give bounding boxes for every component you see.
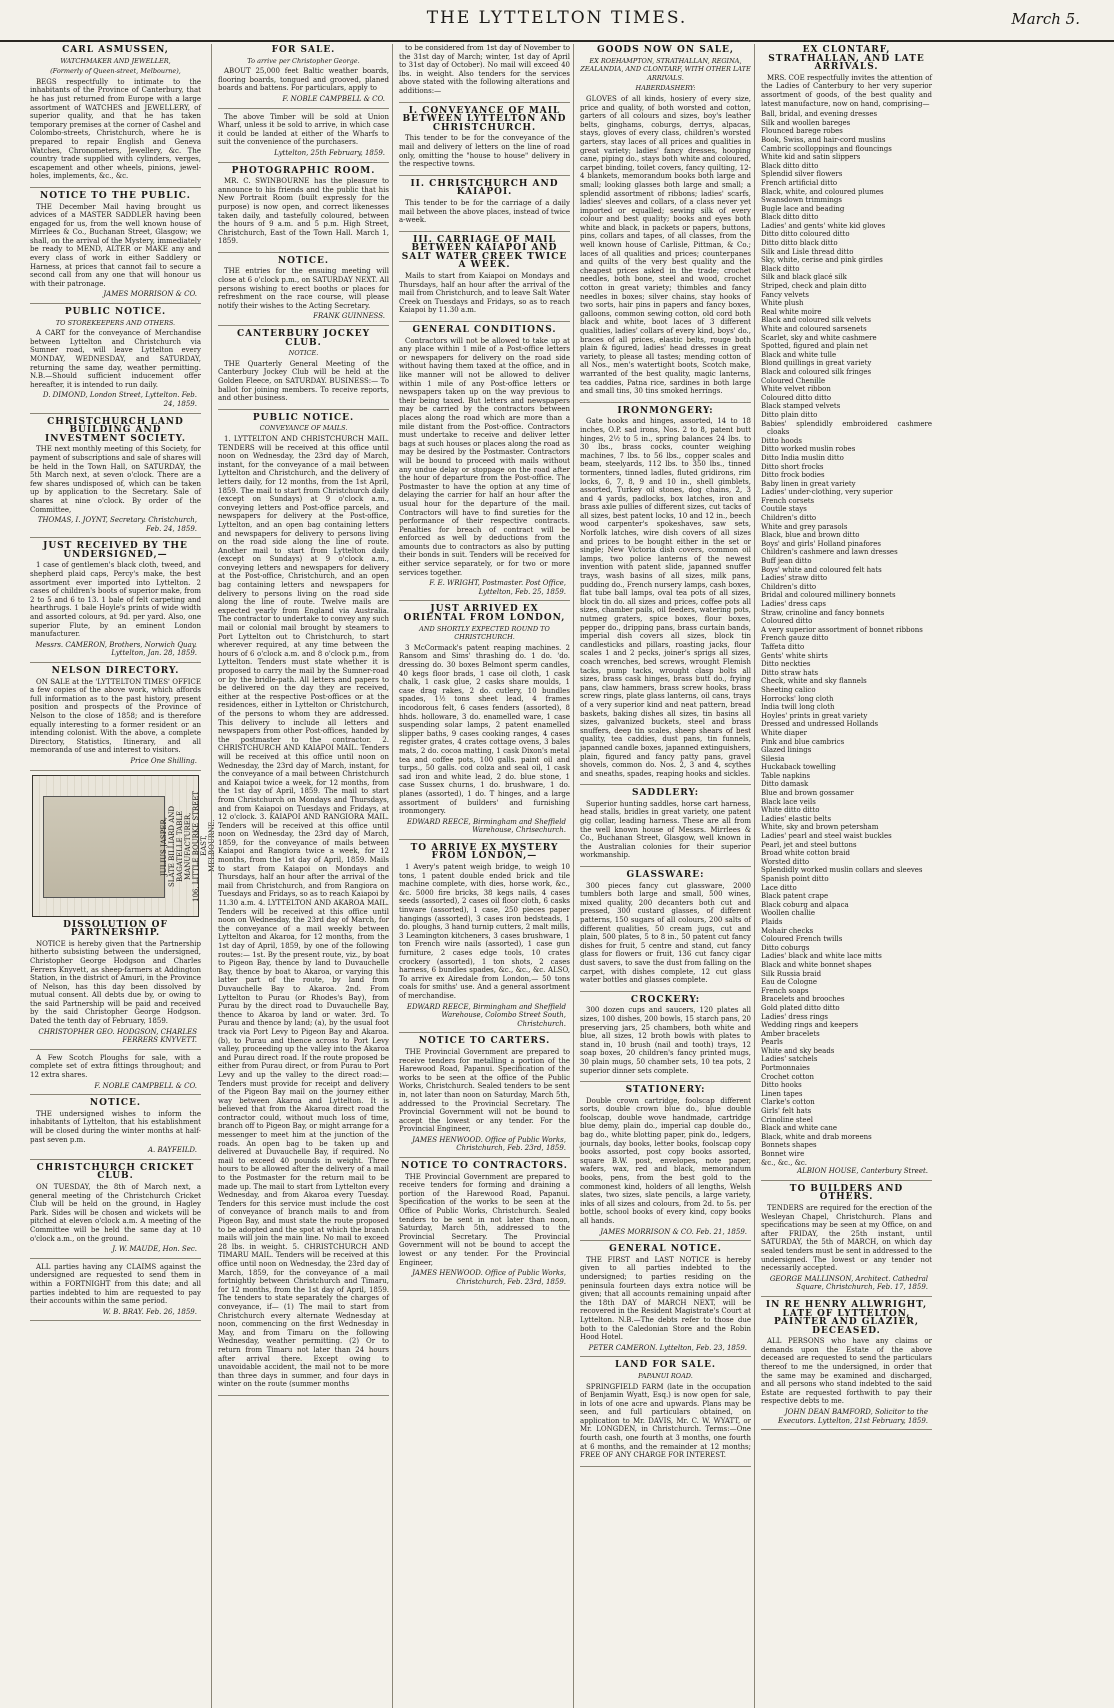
list-item: Broad white cotton braid <box>761 849 850 858</box>
ad-subheading: NOTICE. <box>288 349 319 358</box>
ad-heading: JUST RECEIVED BY THE UNDERSIGNED,— <box>43 541 188 560</box>
list-item: Boys' and girls' Holland pinafores <box>761 539 881 548</box>
list-item: Black patent crape <box>761 892 829 901</box>
list-item: India twill long cloth <box>761 703 835 712</box>
issue-date: March 5. <box>1011 10 1080 28</box>
ad-body: SPRINGFIELD FARM (late in the occupation of Benjamin Wyatt, Esq.) is now open for sale, in lots of one acre and upwards. Plans may be seen, and full particulars obtained, on application to Mr. DAVIS, Mr. C. W. WYATT, or Mr. LONGDEN, in Christchurch. Terms:—One fourth cash, one fourth at 3 months, one fourth at 6 months, and the remainder at 12 months; FREE OF ANY CHARGE FOR INTEREST. <box>580 1382 751 1460</box>
list-item: Ditto ditto coloured ditto <box>761 230 850 239</box>
ad-signature: ALBION HOUSE, Canterbury Street. <box>797 1167 928 1176</box>
list-item: Buff jean ditto <box>761 557 812 566</box>
ad-signature: Lyttelton, 25th February, 1859. <box>274 148 385 157</box>
list-item: Crinoline steel <box>761 1115 813 1124</box>
ad-heading: CHRISTCHURCH CRICKET CLUB. <box>36 1162 195 1182</box>
ad-signature: FRANK GUINNESS. <box>313 312 385 321</box>
advertisement <box>580 1086 751 1241</box>
advertisement <box>761 46 932 1181</box>
list-item: Boys' white and coloured felt hats <box>761 565 882 574</box>
ad-signature: F. E. WRIGHT, Postmaster. Post Office, Lyttelton, Feb. 25, 1859. <box>429 579 566 596</box>
ad-body: A Few Scotch Ploughs for sale, with a complete set of extra fittings throughout; and 12 extra shares. <box>30 1053 201 1080</box>
advertisement <box>30 542 201 663</box>
ad-body: 300 pieces fancy cut glassware, 2000 tumblers both large and small, 500 wines, mixed quality, 200 decanters both cut and pressed, 300 custard glasses, of different patterns, 150 sugars of all colours, 200 salts of different qualities, 50 cream jugs, cut and plain, 500 plates, 5 to 8 in., 50 patent cut fancy dishes for fruit, 5 centre and stand, cut fancy glass for flowers or fruit, 136 cut fancy cigar dust savers, to save the dust from falling on the carpet, with dishes complete, 12 cut glass water bottles and glasses complete. <box>580 881 751 985</box>
list-item: White and sky beads <box>761 1046 835 1055</box>
advertisement <box>30 1099 201 1160</box>
column-5 <box>754 44 932 1708</box>
ad-body: NOTICE is hereby given that the Partnership hitherto subsisting between the undersigned, Christopher George Hodgson and Charles Ferrers Knyvett, as sheep-farmers at Addington Station, in the district of Amuri, in the Province of Nelson, has this day been dissolved by mutual consent. All debts due by, or owing to the said Partnership will be paid and received by the said Christopher George Hodgson. Dated the tenth day of February, 1859. <box>30 939 201 1026</box>
list-item: Wedding rings and keepers <box>761 1021 859 1030</box>
ad-signature: JOHN DEAN BAMFORD, Solicitor to the Executors. Lyttelton, 21st February, 1859. <box>777 1408 928 1425</box>
ad-body: This tender to be for the conveyance of the mail and delivery of letters on the line of road only, omitting the "house to house" delivery in the respective towns. <box>399 134 570 169</box>
ad-subheading: (Formerly of Queen-street, Melbourne), <box>50 67 181 76</box>
ad-signature: EDWARD REECE, Birmingham and Sheffield Warehouse, Colombo Street South, Christchurch. <box>406 1002 566 1028</box>
list-item: Baby linen in great variety <box>761 479 856 488</box>
list-item: Ladies' under-clothing, very superior <box>761 488 893 497</box>
advertisement <box>30 192 201 304</box>
ad-body: THE Provincial Government are prepared to receive tenders for forming and draining a portion of the Harewood Road, Papanui. Specification of the works to be seen at the Office of Public Works, Christchurch. Sealed tenders to be sent in not later than noon, Saturday, March 5th, addressed to the Provincial Secretary. The Provincial Government will not be bound to accept the lowest or any tender. For the Provincial Engineer, <box>399 1172 570 1267</box>
list-item: Horrocks' long cloth <box>761 694 834 703</box>
column-2 <box>211 44 389 1708</box>
list-item: Blond quillings in great variety <box>761 359 872 368</box>
list-item: Lace ditto <box>761 883 797 892</box>
advertisement <box>399 44 570 103</box>
list-item: Ditto hoods <box>761 436 802 445</box>
advertisement <box>218 113 389 163</box>
column-4 <box>573 44 751 1708</box>
list-item: Taffeta ditto <box>761 642 805 651</box>
ad-body: Double crown cartridge, foolscap different sorts, double crown blue do., blue double foolscap, double wove handmade, cartridge blue demy, plain do., imperial cap double do., bag do., white blotting paper, pink do., ledgers, journals, day books, letter books, foolscap copy books assorted, post copy books assorted, square B.W. post, envelopes, note paper, wafers, wax, red and black, memorandum books, pens, from the best gold to the commonest kind, holders of all lengths, Welsh slates, two sizes, slate pencils, a large variety, inks of all sizes and colours, from 2d. to 5s. per bottle, school books of every kind, copy books all hands. <box>580 1096 751 1225</box>
ad-heading: NOTICE TO CARTERS. <box>418 1036 551 1047</box>
list-item: Bonnet wire <box>761 1150 805 1158</box>
ad-body: ALL PERSONS who have any claims or demands upon the Estate of the above deceased are requested to send the particulars thereof to me the undersigned, in order that the same may be examined and discharged, and all persons who stand indebted to the said Estate are requested forthwith to pay their respective debts to me. <box>761 1337 932 1406</box>
advertisement <box>399 180 570 232</box>
ad-body: THE undersigned wishes to inform the inhabitants of Lyttelton, that his establishment will be closed during the winter months at half-past seven p.m. <box>30 1109 201 1144</box>
list-item: Silk and Lisle thread ditto <box>761 247 854 256</box>
ad-heading: III. CARRIAGE OF MAIL BETWEEN KAIAPOI AND SALT WATER CREEK TWICE A WEEK. <box>401 234 568 271</box>
ad-body: 300 dozen cups and saucers, 120 plates all sizes, 100 dishes, 200 bowls, 15 starch pans, 20 preserving jars, 25 chambers, both white and blue, all sizes, 12 broth bowls with plates to stand in, 10 brush (nail and tooth) trays, 12 soap boxes, 20 children's fancy printed mugs, 30 plain mugs, 50 chamber sets, 10 tea pots, 2 superior dinner sets complete. <box>580 1006 751 1075</box>
ad-body: THE FIRST and LAST NOTICE is hereby given to all parties indebted to the undersigned; to parties residing on the peninsula fourteen days extra notice will be given; that all accounts remaining unpaid after the 18th DAY of MARCH NEXT, will be recovered in the Resident Magistrate's Court at Lyttelton. N.B.—The debts refer to those due both to the Caledonian Store and the Robin Hood Hotel. <box>580 1255 751 1342</box>
list-item: Ladies' pearl and steel waist buckles <box>761 832 892 841</box>
advertisement <box>580 407 751 786</box>
list-item: Sky, white, cerise and pink girdles <box>761 256 883 265</box>
advertisement <box>30 1054 201 1095</box>
ad-heading: SADDLERY: <box>631 788 700 799</box>
column-3 <box>392 44 570 1708</box>
list-item: Ditto straw hats <box>761 668 819 677</box>
ad-heading: FOR SALE. <box>271 45 336 55</box>
ad-heading: PUBLIC NOTICE. <box>64 307 167 318</box>
ad-heading: I. CONVEYANCE OF MAIL BETWEEN LYTTELTON AND CHRISTCHURCH. <box>402 105 567 133</box>
list-item: Linen tapes <box>761 1089 803 1098</box>
ad-heading: LAND FOR SALE. <box>614 1360 717 1371</box>
list-item: Flounced barege robes <box>761 127 843 136</box>
list-item: Check, white and sky flannels <box>761 677 867 686</box>
ad-body: to be considered from 1st day of November to the 31st day of March; winter, 1st day of April to 31st day of October). No mail will exceed 40 lbs. in weight. Also tenders for the services above stated with the following alterations and additions:— <box>399 44 570 95</box>
list-item: Cambric scolloppings and flouncings <box>761 144 892 153</box>
list-item: Straw, crinoline and fancy bonnets <box>761 608 885 617</box>
advertisement <box>399 844 570 1033</box>
list-item: White ditto ditto <box>761 806 820 815</box>
advertisement <box>580 1361 751 1467</box>
ad-heading: GENERAL NOTICE. <box>609 1244 722 1255</box>
advertisement <box>399 1162 570 1291</box>
list-item: Spotted, figured and plain net <box>761 342 868 351</box>
list-item: Ladies' dress rings <box>761 1012 828 1021</box>
ad-body: THE Quarterly General Meeting of the Canterbury Jockey Club will be held at the Golden Fleece, on SATURDAY. BUSINESS:— To ballot for joining members. To receive reports, and other business. <box>218 359 389 403</box>
list-item: Splendid silver flowers <box>761 170 843 179</box>
engraving-line: MELBOURNE. <box>208 819 216 872</box>
ad-signature: Messrs. CAMERON, Brothers, Norwich Quay. Lyttelton, Jan. 28, 1859. <box>35 640 197 658</box>
list-item: A very superior assortment of bonnet ribbons <box>761 625 923 634</box>
ad-body: THE next monthly meeting of this Society, for payment of subscriptions and sale of shares will be held in the Town Hall, on SATURDAY, the 5th March next, at seven o'clock. There are a few shares undisposed of, which can be taken up by application to the Secretary. Sale of shares at nine o'clock. By order of the Committee, <box>30 445 201 514</box>
list-item: Huckaback towelling <box>761 763 836 772</box>
ad-body: ON SALE at the 'LYTTELTON TIMES' OFFICE a few copies of the above work, which affords full information as to the past history, present position and prospects of the Province of Nelson to the close of 1858; and is therefore equally interesting to a former resident or an intending colonist. With the above, a complete Directory, Statistics, Itinerary, and all memoranda of use and interest to visitors. <box>30 677 201 755</box>
ad-subheading: PAPANUI ROAD. <box>638 1371 693 1380</box>
advertisement <box>399 1037 570 1158</box>
advertisement <box>30 1164 201 1259</box>
engraving-line: JULIUS JASPER, <box>160 816 168 876</box>
ad-signature: THOMAS, I. JOYNT, Secretary. Christchurch, Feb. 24, 1859. <box>37 516 197 533</box>
list-item: Bridal and coloured millinery bonnets <box>761 591 896 600</box>
list-item: Scarlet, sky and white cashmere <box>761 333 877 342</box>
building-illustration <box>43 796 165 898</box>
advertisement <box>580 1245 751 1357</box>
list-item: Black coburg and alpaca <box>761 900 849 909</box>
ad-body: THE Provincial Government are prepared to receive tenders for metalling a portion of the Harewood Road, Papanui. Specification of the works to be seen at the office of the Public Works, Christchurch. Sealed tenders to be sent in, not later than noon on Saturday, March 5th, addressed to the Provincial Secretary. The Provincial Government will not be bound to accept the lowest or any tender. For the Provincial Engineer, <box>399 1047 570 1134</box>
ad-signature: A. BAYFEILD. <box>147 1146 197 1155</box>
ad-heading: JUST ARRIVED EX ORIENTAL FROM LONDON, <box>403 604 566 624</box>
ad-signature: PETER CAMERON. Lyttelton, Feb. 23, 1859. <box>588 1343 747 1352</box>
ad-body: 1 case of gentlemen's black cloth, tweed, and shepherd plaid caps, Percy's make, the best assortment ever imported into Lyttelton. 2 cases of children's boots of superior make, from 2 to 5 and 6 to 13. 1 bale of felt carpeting and hearthrugs. 1 bale Hoyle's prints of wide width and assorted colours, at 9d. per yard. Also, one superior Flute, by an eminent London manufacturer. <box>30 561 201 639</box>
advertisement <box>218 414 389 1396</box>
list-item: Black stamped velvets <box>761 402 841 411</box>
list-item: Woollen challie <box>761 909 815 918</box>
advertisement <box>30 46 201 188</box>
ad-subheading: WATCHMAKER AND JEWELLER, <box>60 56 171 65</box>
list-item: Hoyles' prints in great variety <box>761 711 868 720</box>
ad-signature: EDWARD REECE, Birmingham and Sheffield Warehouse, Chrisechurch. <box>406 817 566 835</box>
list-item: Blue and brown gossamer <box>761 789 854 798</box>
list-item: Black and coloured silk fringes <box>761 367 872 376</box>
ad-heading: IN RE HENRY ALLWRIGHT, LATE OF LYTTELTON, PAINTER AND GLAZIER, DECEASED. <box>765 1299 928 1336</box>
list-item: Pink and blue cambrics <box>761 737 845 746</box>
list-item: Ditto short frocks <box>761 462 824 471</box>
advertisement <box>218 330 389 410</box>
ad-body: TENDERS are required for the erection of the Wesleyan Chapel, Christchurch. Plans and specifications may be seen at my Office, on and after FRIDAY, the 25th instant, until SATURDAY, the 5th of MARCH, on which day sealed tenders must be sent in addressed to the undersigned. The lowest or any tender not necessarily accepted. <box>761 1203 932 1273</box>
ad-heading: NOTICE. <box>89 1098 142 1109</box>
engraving-caption <box>160 780 216 912</box>
list-item: &c., &c., &c. <box>761 1158 808 1167</box>
list-item: Portmonnaies <box>761 1064 810 1073</box>
ad-subheading: To arrive per Christopher George. <box>247 56 360 65</box>
list-item: Glazed linings <box>761 746 812 755</box>
ad-heading: CHRISTCHURCH LAND BUILDING AND INVESTMENT SOCIETY. <box>44 416 187 444</box>
ad-signature: J. W. MAUDE, Hon. Sec. <box>112 1245 197 1254</box>
advertisement <box>399 326 570 601</box>
list-item: Fancy velvets <box>761 290 810 299</box>
list-item: Black, white, and coloured plumes <box>761 187 884 196</box>
list-item: Ditto coburgs <box>761 943 810 952</box>
list-item: Bracelets and brooches <box>761 995 845 1004</box>
advertisement <box>30 667 201 771</box>
list-item: Ditto neckties <box>761 660 811 669</box>
ad-heading: CROCKERY: <box>630 994 701 1005</box>
columns <box>30 44 1108 1708</box>
list-item: Black, blue and brown ditto <box>761 531 860 540</box>
list-item: Black ditto ditto <box>761 213 819 222</box>
list-item: French artificial ditto <box>761 178 838 187</box>
ad-signature: CHRISTOPHER GEO. HODGSON, CHARLES FERRERS KNYVETT. <box>38 1027 197 1045</box>
ad-heading: STATIONERY: <box>625 1085 706 1096</box>
engraving-line: 106, LITTLE BOURKE STREET EAST, <box>192 790 208 902</box>
ad-heading: IRONMONGERY: <box>617 405 714 416</box>
ad-body: 3 McCormack's patent reaping machines. 2 Ransom and Sims' thrashing do. 1 do. 'do. dressing do. 30 boxes Belmont sperm candles, 40 kegs floor brads, 1 case oil cloth, 1 cask chalk, 1 cask glue, 2 casks share moulds, 1 case drag rakes, 2 do. cutlery, 10 bundles spades, 1½ tons sheet lead, 4 frames incodorous felt, 6 cases fenders (assorted), 8 hhds. holloware, 3 do. enamelled ware, 1 case suspending solar lamps, 2 patent enamelled slipper baths, 9 cases cooking ranges, 4 cases register grates, 4 crates cottage ovens, 3 bales mats, 2 do. cocoa matting, 1 cask Dixon's metal tea and coffee pots, 100 galls. paint oil and turps., 50 galls. cod colza and seal oil, 1 cask sad iron and white lead, 2 do. blue stone, 1 case Sussex churns, 1 do. brushware, 1 do. planes (assorted), 1 do. T hinges, and a large assortment of builders' and furnishing ironmongery. <box>399 643 570 816</box>
ad-body: MR. C. SWINBOURNE has the pleasure to announce to his friends and the public that his New Portrait Room (built expressly for the purpose) is now open, and correct likenesses taken daily, and tastefully coloured, between the hours of 9 a.m. and 5 p.m. High Street, Christchurch, East of the Town Hall. March 1, 1859. <box>218 177 389 246</box>
list-item: Black and white bonnet shapes <box>761 960 872 969</box>
billiard-engraving <box>32 775 216 917</box>
list-item: French gauze ditto <box>761 634 829 643</box>
ad-heading: NOTICE. <box>277 255 330 266</box>
list-item: Children's ditto <box>761 582 817 591</box>
ad-body: Mails to start from Kaiapoi on Mondays and Thursdays, half an hour after the arrival of the mail from Christchurch, and to leave Salt Water Creek on Tuesdays and Fridays, so as to reach Kaiapoi by 11.30 a.m. <box>399 272 570 315</box>
list-item: Children's ditto <box>761 514 817 523</box>
ad-body: This tender to be for the carriage of a daily mail between the above places, instead of twice a-week. <box>399 198 570 225</box>
advertisement <box>30 308 201 414</box>
ad-subheading: CONVEYANCE OF MAILS. <box>259 424 348 433</box>
ad-body: The above Timber will be sold at Union Wharf, unless it be sold to arrive, in which case it could be landed at either of the Wharfs to suit the convenience of the purchasers. <box>218 112 389 147</box>
list-item: Coutile stays <box>761 505 807 514</box>
ad-signature: JAMES MORRISON & CO. Feb. 21, 1859. <box>600 1227 747 1236</box>
list-item: White plush <box>761 299 804 308</box>
list-item: Black and white cane <box>761 1124 837 1133</box>
ad-body: GLOVES of all kinds, hosiery of every size, price and quality, of both worsted and cotton, garters of all colours and sizes, boy's leather belts, ginghams, coburgs, derrys, alpacas, stays, gloves of every class, children's worsted garters, stay laces of all prices and qualities in great variety; ladies' fancy dresses, hooping cane, piping do., stays both white and coloured, carpet binding, toilet covers, fancy quilting, 12-4 blankets, memorandum books both large and small; looking glasses both large and small; a splendid assortment of ribbons; ladies' scarfs, ladies' sleeves and collars, of a class never yet imported or equalled; sewing silk of every colour and best quality; books and eyes both white and black, in packets or papers, buttons, pins, collars and tapes, of all classes, from the well known house of Carlisle, Pittman, & Co.; laces of all qualities and prices; counterpanes and quilts of the very best quality and the cheapest prices asked in the trade; crochet needles, both bone, steel and wood, crochet cotton in great variety; thimbles and fancy needles in boxes; silver chains, stay hooks of two sorts, hair pins in papers and fancy boxes, galloons, common sewing cotton, old cord both black and white, boot laces of 3 different qualities, ladies' collars of every kind, boys' do., braces of all prices, elastic belts, rouge both plain & figured, ladies' head dresses in great variety, to please all tastes; mending cotton of all Nos., men's watertight boots, Scotch make, warranted of the best quality, magic lanterns, tea caddies, Patna rice, sardines in both large and small tins, 30 tins smoked herrings. <box>580 94 751 396</box>
advertisement <box>580 46 751 403</box>
list-item: White and coloured sarsenets <box>761 325 867 333</box>
ad-body: ABOUT 25,000 feet Baltic weather boards, flooring boards, tongued and grooved, planed boards and battens. For particulars, apply to <box>218 67 389 93</box>
list-item: Bugle lace and beading <box>761 204 845 213</box>
ad-body: ALL parties having any CLAIMS against the undersigned are requested to send them in within a FORTNIGHT from this date; and all parties indebted to him are requested to pay their accounts within the same period. <box>30 1262 201 1306</box>
list-item: Table napkins <box>761 771 811 780</box>
list-item: Pearl, jet and steel buttons <box>761 840 857 849</box>
ad-heading: NELSON DIRECTORY. <box>51 666 180 676</box>
advertisement <box>580 871 751 992</box>
ad-body: BEGS respectfully to intimate to the inhabitants of the Province of Canterbury, that he has just returned from Europe with a large assortment of WATCHES and JEWELLERY, of superior quality, and that he has taken temporary premises at the corner of Cashel and Colombo-streets, Christchurch, where he is prepared to repair English and Geneva Watches, Chronometers, Jewellery, &c. The country trade supplied with cylinders, verges, escapement and other wheels, pinions, jewel-holes, implements, &c., &c. <box>30 77 201 181</box>
ad-body: ON TUESDAY, the 8th of March next, a general meeting of the Christchurch Cricket Club will be held on the ground, in Hagley Park. Sides will be chosen and wickets will be pitched at eleven o'clock a.m. A meeting of the Committee will be held the same day at 10 o'clock a.m., on the ground. <box>30 1182 201 1243</box>
list-item: Worsted ditto <box>761 857 810 866</box>
ad-body: Superior hunting saddles, horse cart harness, head stalls, bridles in great variety, one patent gig collar, leading harness. These are all from the well known house of Messrs. Mirrlees & Co., Buchanan Street, Glasgow, well known in the Australian colonies for their superior workmanship. <box>580 799 751 860</box>
ad-heading: TO BUILDERS AND OTHERS. <box>789 1183 904 1203</box>
ad-signature: F. NOBLE CAMPBELL & CO. <box>94 1081 197 1090</box>
list-item: Dressed and undressed Hollands <box>761 720 879 729</box>
ad-heading: NOTICE TO CONTRACTORS. <box>401 1161 568 1172</box>
list-item: French soaps <box>761 986 809 995</box>
ad-subheading: EX ROEHAMPTON, STRATHALLAN, REGINA, ZEALANDIA, AND CLONTARF, WITH OTHER LATE ARRIVALS. <box>580 56 751 82</box>
ad-heading: GENERAL CONDITIONS. <box>412 325 557 336</box>
ad-heading: EX CLONTARF, STRATHALLAN, AND LATE ARRIVALS. <box>768 45 925 73</box>
item-list <box>761 110 932 1167</box>
list-item: Girls' felt hats <box>761 1107 812 1116</box>
list-item: Ladies' dress caps <box>761 600 826 608</box>
list-item: Swansdown trimmings <box>761 196 842 205</box>
ad-heading: PUBLIC NOTICE. <box>252 412 355 423</box>
ad-heading: NOTICE TO THE PUBLIC. <box>40 190 191 201</box>
list-item: French corsets <box>761 496 815 505</box>
list-item: Ladies' satchels <box>761 1055 818 1064</box>
list-item: Gents' white shirts <box>761 651 828 660</box>
list-item: Ditto frock bodies <box>761 471 825 480</box>
list-item: Black ditto ditto <box>761 161 819 170</box>
list-item: Crochet cotton <box>761 1072 815 1081</box>
list-item: Silk Russia braid <box>761 969 822 978</box>
advertisement <box>580 996 751 1082</box>
list-item: Ditto damask <box>761 780 809 789</box>
list-item: Black, white and drab moreens <box>761 1132 872 1141</box>
ad-heading: GOODS NOW ON SALE, <box>596 45 735 55</box>
ad-body: THE December Mail having brought us advices of a MASTER SADDLER having been engaged for us, from the well known house of Mirrlees & Co., Buchanan Street, Glasgow; we shall, on the arrival of the Mystery, immediately be ready to MEND, ALTER or MAKE any and every class of work in either Saddlery or Harness, at prices that cannot fail to secure a second call from any one that will honour us with their patronage. <box>30 202 201 288</box>
list-item: White kid and satin slippers <box>761 153 861 162</box>
ad-body: Contractors will not be allowed to take up at any place within 1 mile of a Post-office letters or newspapers for delivery on the road side without having them taxed at the office, and in like manner will not be allowed to deliver within 1 mile of any Post-office letters or newspapers taken up on the way previous to their being taxed. But letters and newspapers may be carried by the contractors between places along the road which are more than a mile distant from the Post-office. Contractors must undertake to receive and deliver letter bags at such houses or places along the road as may be desired by the Postmaster. Contractors will be bound to proceed with mails without any undue delay or stoppage on the road after the hour of departure from the Post-office. The Postmaster to have the option at any time of delaying the carrier for half an hour after the usual hour for the departure of the mail. Contractors will have to find sureties for the performance of their respective contracts. Penalties for breach of contract will be enforced as well by deductions from the amounts due to contractors as also by putting their bonds in suit. Tenders will be received for either service separately, or for two or more services together. <box>399 336 570 577</box>
ad-signature: D. DIMOND, London Street, Lyttelton. Feb. 24, 1859. <box>42 391 197 408</box>
ad-signature: F. NOBLE CAMPBELL & CO. <box>282 94 385 103</box>
list-item: Eau de Cologne <box>761 978 818 987</box>
ad-subheading: AND SHORTLY EXPECTED ROUND TO CHRISTCHURCH. <box>419 624 550 642</box>
advertisement <box>399 107 570 176</box>
list-item: Ditto hooks <box>761 1081 802 1090</box>
masthead <box>0 0 1114 42</box>
list-item: Ladies' straw ditto <box>761 574 828 583</box>
list-item: Sheeting calico <box>761 685 816 694</box>
list-item: White and grey parasols <box>761 522 848 531</box>
list-item: Coloured ditto <box>761 617 813 626</box>
list-item: Silk and woollen bareges <box>761 118 851 127</box>
ad-signature: JAMES HENWOOD. Office of Public Works, Christchurch, Feb. 23rd, 1859. <box>412 1269 566 1286</box>
list-item: Ladies' black and white lace mitts <box>761 952 882 961</box>
list-item: Spanish point ditto <box>761 875 829 883</box>
list-item: Black and coloured silk velvets <box>761 316 871 325</box>
engraving-line: SLATE BILLIARD AND <box>168 805 176 887</box>
list-item: Silesia <box>761 754 785 763</box>
advertisement <box>761 1185 932 1297</box>
list-item: Book, Swiss, and hair-cord muslins <box>761 135 886 144</box>
list-item: Babies' splendidly embroidered cashmere cloaks <box>761 419 932 437</box>
list-item: White diaper <box>761 728 807 737</box>
advertisement <box>30 418 201 539</box>
list-item: Ditto worked muslin robes <box>761 445 856 454</box>
list-item: White, sky and brown petersham <box>761 823 879 832</box>
list-item: Black ditto <box>761 264 800 273</box>
list-item: Clarke's cotton <box>761 1098 815 1107</box>
ad-body: Gate hooks and hinges, assorted, 14 to 18 inches, O.P. sad irons, Nos. 2 to 8, patent butt hinges, 2½ to 5 in., spring balances 24 lbs. to 30 lbs., brass cocks, counter weighing machines, 7 lbs. to 56 lbs., copper scales and beam, steelyards, 112 lbs. to 350 lbs., tinned tormenters, tinned ladles, fluted gridirons, rim locks, 6, 7, 8, 9 and 10 in., shell gimblets, assorted, Turkey oil stones, dog chains, 2, 3 and 4 yards, padlocks, box latches, iron and brass axle pullies of different sizes, cut tacks of all sizes, best patent locks, 10 and 12 in., beech wood carpenter's spokeshaves, saw sets, Norfolk latches, wire dish covers of all sizes and prices to be bought either in the set or single; New Victoria dish covers, common oil lamps, two police lanterns of the newest invention with patent slide, japanned snuffer trays, wash basins of all sizes, milk pans, pudding do., French nursery lamps, cash boxes, flat tube ball lamps, oval tea pots of all sizes, block tin do. all sizes and prices, coffee pots all sizes, chamber pails, oil feeders, watering pots, nutmeg graters, spice boxes, flour boxes, pepper do., dripping pans, brass curtain bands, imperial dish covers all sizes, block tin candlesticks and pillars, roasting jacks, flour scales 1 and 2 pecks, joiner's sprigs all sizes, coach wrenches, bed screws, wrought Flemish tacks, pump tacks, wrought clasp bolts all sizes, brass cask hinges, brass butt do., frying pans, claw hammers, brass screw hooks, brass screw rings, plate glass lanterns, oil cans, trays of a very superior kind and neat pattern, bread baskets, baking dishes all sizes, tin basins all sizes, galvanized buckets, steel and brass snuffers, deep tin scales, sheep shears of best quality, tea caddies, dust pans, tin funnels, japanned candle boxes, japanned extinguishers, plain, figured and fancy patty pans, gravel shovels, common do. Nos. 2, 3 and 4, scythes and sneaths, spades, reaping hooks and sickles. <box>580 417 751 778</box>
ad-subheading: HABERDASHERY: <box>635 84 696 93</box>
list-item: Ladies' elastic belts <box>761 814 832 823</box>
list-item: Coloured French twills <box>761 935 843 944</box>
newspaper-title: THE LYTTELTON TIMES. <box>426 8 688 28</box>
list-item: Bonnets shapes <box>761 1141 817 1150</box>
ad-heading: TO ARRIVE EX MYSTERY FROM LONDON,— <box>410 842 559 862</box>
ad-heading: GLASSWARE: <box>626 870 705 881</box>
list-item: Ditto ditto black ditto <box>761 239 838 248</box>
list-item: White velvet ribbon <box>761 385 831 394</box>
ad-signature: Price One Shilling. <box>130 756 197 765</box>
list-item: Pearls <box>761 1038 783 1047</box>
advertisement <box>218 167 389 253</box>
ad-body: A CART for the conveyance of Merchandise between Lyttelton and Christchurch via Sumner road, will leave Lyttelton every MONDAY, WEDNESDAY, and SATURDAY, returning the same day, weather permitting. N.B.—Should sufficient inducement offer hereafter, it is intended to run daily. <box>30 329 201 389</box>
list-item: Children's cashmere and lawn dresses <box>761 548 898 557</box>
advertisement <box>218 46 389 109</box>
list-item: Ladies' and gents' white kid gloves <box>761 221 886 230</box>
list-item: Plaids <box>761 917 783 926</box>
ad-heading: II. CHRISTCHURCH AND KAIAPOI. <box>410 178 559 198</box>
advertisement <box>580 789 751 867</box>
ad-heading: DISSOLUTION OF PARTNERSHIP. <box>63 919 168 939</box>
ad-heading: CANTERBURY JOCKEY CLUB. <box>237 329 370 348</box>
list-item: Mohair checks <box>761 926 814 935</box>
list-item: Black lace veils <box>761 797 816 806</box>
ad-signature: W. B. BRAY. Feb. 26, 1859. <box>102 1307 197 1316</box>
ad-signature: JAMES HENWOOD. Office of Public Works, Christchurch, Feb. 23rd, 1859. <box>412 1135 566 1153</box>
list-item: Coloured ditto ditto <box>761 393 832 402</box>
ad-body: MRS. COE respectfully invites the attention of the Ladies of Canterbury to her very superior assortment of goods, of the best quality and latest manufacture, now on hand, comprising— <box>761 73 932 108</box>
ad-body: 1. LYTTELTON AND CHRISTCHURCH MAIL. TENDERS will be received at this office until noon on Wednesday, the 23rd day of March, instant, for the conveyance of a mail between Lyttelton and Christchurch, and the delivery of letters daily, for 12 months, from the 1st April, 1859. The mail to start from Christchurch daily (except on Sundays) at 9 o'clock a.m., conveying letters and Post-office parcels, and newspapers for delivery at the Post-office, Lyttelton, and an open bag containing letters and newspapers for delivery to persons living on the road side along the line of route. Another mail to start from Lyttelton daily (except on Sundays) at 9 o'clock a.m., conveying letters and newspapers for delivery at the Post-office, Christchurch, and an open bag containing letters and newspapers for delivery to persons living on the road side along the line of route. Twelve mails are expected yearly from England via Australia. The contractor to undertake to convey any such mail or colonial mail brought by steamers to Port Lyttelton out to Christchurch, to start wherever required, at any time between the hours of 6 o'clock a.m. and 8 o'clock p.m., from Lyttelton. Tenders must state whether it is proposed to carry the mail by the Sumner-road or by the bridle-path. All letters and papers to be delivered on the day they are received, either at the respective Post-offices or at the residences, either in Lyttelton or Christchurch, of the persons to whom they are addressed. This delivery to include all letters and newspapers from other Post-offices, handed by the postmaster to the contractor. 2. CHRISTCHURCH AND KAIAPOI MAIL. Tenders will be received at this office until noon on Wednesday, the 23rd day of March, instant, for the conveyance of a mail between Christchurch and Kaiapoi twice a week, for 12 months, from the 1st day of April, 1859. The mail to start from Christchurch on Mondays and Thursdays, and from Kaiapoi on Tuesdays and Fridays, at 12 o'clock. 3. KAIAPOI AND RANGIORA MAIL. Tenders will be received at this office until noon on Wednesday, the 23rd day of March, 1859, for the conveyance of mails between Kaiapoi and Rangiora twice a week, for 12 months, from the 1st day of April, 1859. Mails to start from Kaiapoi on Mondays and Thursdays, half an hour after the arrival of the mail from Christchurch, and from Rangiora on Tuesdays and Fridays, so as to reach Kaiapoi by 11.30 a.m. 4. LYTTELTON AND AKAROA MAIL. Tenders will be received at this office until noon on Wednesday, the 23rd day of March, for the conveyance of a mail weekly between Lyttelton and Akaroa, for 12 months, from the 1st day of April, 1859, by one of the following routes:— 1st. By the present route, viz., by boat to Pigeon Bay, thence by land to Duvauchelle Bay, thence by boat to Akaroa, or varying this latter part of the route, by land from Duvauchelle Bay to Akaroa. 2nd. From Lyttelton to Purau (or Rhodes's Bay), from Purau by the direct road to Duvauchelle Bay, thence to Akaroa by land or water. 3rd. To Purau and thence by land; (a), by the usual foot track via Port Levy to Pigeon Bay and Akaroa. (b), to Purau and thence across to Port Levy valley, proceeding up the valley into the Akaroa and Purau direct road. If the route proposed be either from Purau direct, or from Purau to Port Levy and up the valley to the direct road:— Tenders must provide for receipt and delivery of the Pigeon Bay mail on the journey either way between Akaroa and Lyttelton. It is believed that from the Akaroa direct road the contractor could, without much loss of time, branch off to Pigeon Bay, or might arrange for a messenger to meet him at the junction of the roads. An open bag to be taken up and delivered at Duvauchelle Bay, if required. No mail to exceed 40 pounds in weight. Three hours to be allowed after the delivery of a mail to the Postmaster for the return mail to be made up. The mail to start from Lyttelton every Wednesday, and from Akaroa every Tuesday. Tenders for this service must include the cost of conveyance of branch mails to and from Pigeon Bay, and must state the route proposed to be adopted and the spot at which the branch mails will join the main line. No mail to exceed 28 lbs. in weight. 5. CHRISTCHURCH AND TIMARU MAIL. Tenders will be received at this office until noon on Wednesday, the 23rd day of March, 1859, for the conveyance of a mail fortnightly between Christchurch and Timaru, for 12 months, from the 1st day of April, 1859. The tenders to state separately the charges of conveyance, if— (1) The mail to start from Christchurch every alternate Wednesday at noon, commencing on the first Wednesday in May, and from Timaru on the following Wednesday, weather permitting. (2) Or to return from Timaru not later than 24 hours after arrival there. Except owing to unavoidable accident, the mail not to be more than three days in summer, and four days in winter on the route (summer months <box>218 434 389 1389</box>
list-item: Striped, check and plain ditto <box>761 282 867 291</box>
list-item: Black and white tulle <box>761 350 837 359</box>
advertisement <box>761 1301 932 1430</box>
list-item: Coloured Chenille <box>761 376 826 385</box>
list-item: Real white moire <box>761 307 822 316</box>
advertisement <box>399 605 570 839</box>
list-item: Ditto plain ditto <box>761 410 818 419</box>
column-1 <box>30 44 216 1708</box>
list-item: Ditto India muslin ditto <box>761 453 844 462</box>
ad-signature: JAMES MORRISON & CO. <box>103 290 197 299</box>
list-item: Splendidly worked muslin collars and sleeves <box>761 866 923 875</box>
advertisement <box>218 257 389 326</box>
ad-body: THE entries for the ensuing meeting will close at 6 o'clock p.m., on SATURDAY NEXT. All persons wishing to erect booths or places for refreshment on the race course, will please notify their wishes to the Acting Secretary. <box>218 267 389 310</box>
list-item: Amber bracelets <box>761 1029 820 1038</box>
advertisement <box>30 921 201 1050</box>
ad-heading: PHOTOGRAPHIC ROOM. <box>231 165 376 176</box>
list-item: Gold plated ditto ditto <box>761 1003 840 1012</box>
engraving-line: BAGATELLE TABLE MANUFACTURER, <box>176 809 192 882</box>
ad-body: 1 Avery's patent weigh bridge, to weigh 10 tons, 1 patent double ended brick and tile machine complete, with dies, horse work, &c., &c. 5000 fire bricks, 38 kegs nails, 4 cases seeds (assorted), 2 cases oil floor cloth, 6 casks tinware (assorted), 1 case, 250 pieces paper hangings (assorted), 3 cases iron bedsteads, 1 do. ploughs, 3 hand turnip cutters, 2 malt mills, 3 Leamington kitcheners, 3 cases brushware, 1 ton French wire nails (assorted), 1 case gun furniture, 2 cases edge tools, 10 crates crockery (assorted), 1 ton shots, 2 cases harness, 6 bundles spades, &c., &c., &c. ALSO, To arrive ex Airedale from London,— 50 tons coals for smiths' use. And a general assortment of merchandise. <box>399 863 570 1000</box>
ad-heading: CARL ASMUSSEN, <box>62 45 169 55</box>
advertisement <box>30 1263 201 1322</box>
list-item: Silk and black glacé silk <box>761 273 847 282</box>
advertisement <box>399 236 570 322</box>
list-item: Ball, bridal, and evening dresses <box>761 110 878 119</box>
ad-subheading: TO STOREKEEPERS AND OTHERS. <box>55 318 176 327</box>
ad-signature: GEORGE MALLINSON, Architect. Cathedral Square, Christchurch, Feb. 17, 1859. <box>769 1274 928 1292</box>
